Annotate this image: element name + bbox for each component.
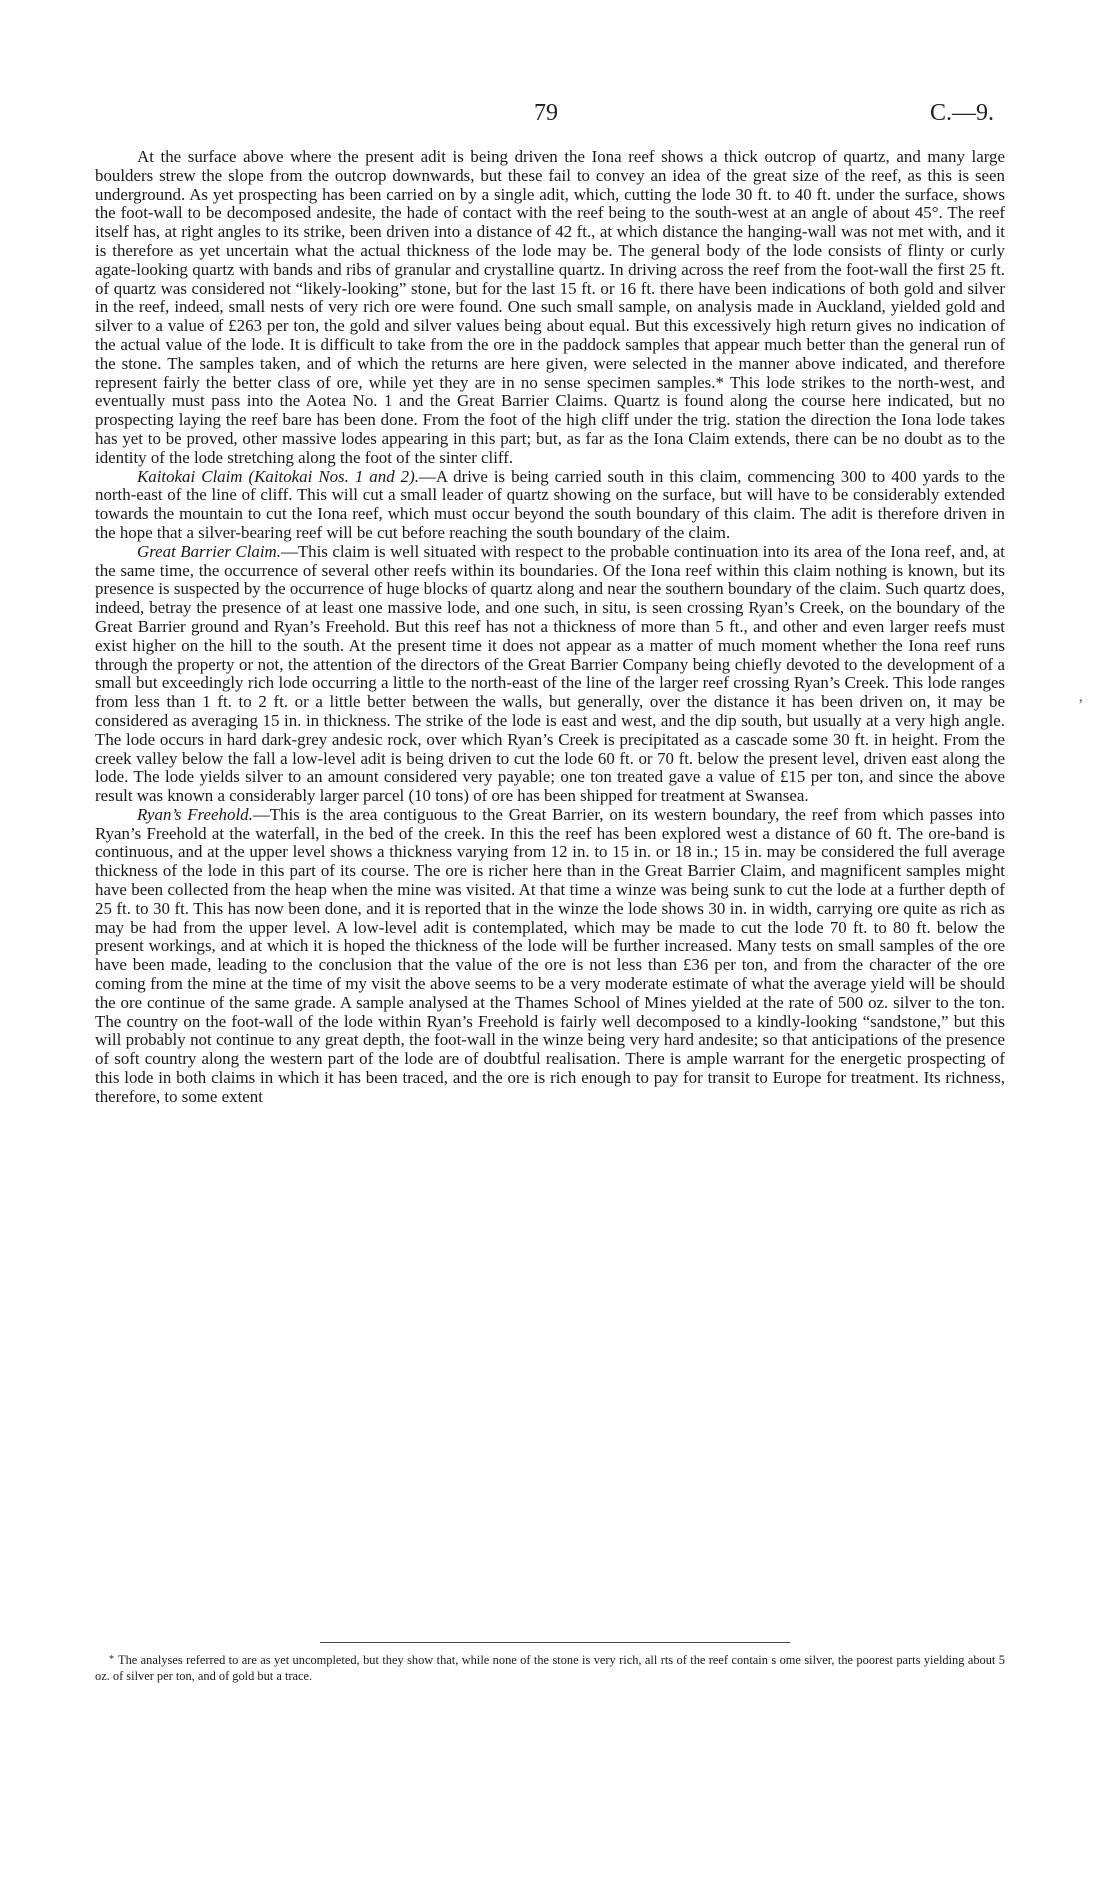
paragraph-heading: Great Barrier Claim. [137, 541, 281, 561]
paragraph-text: —This is the area contiguous to the Great Barrier, on its western boundary, the reef from which passes into Ryan’s Freehold at the waterfall, in the bed of the creek. In this the reef has been explored west a distance of 60 ft. The ore-band is continuous, and at the upper level shows a thickness varying from 12 in. to 15 in. or 18 in.; 15 in. may be considered the full average thickness of the lode in this part of its course. The ore is richer here than in the Great Barrier Claim, and magnificent samples might have been collected from the heap when the mine was visited. At that time a winze was being sunk to cut the lode at a further depth of 25 ft. to 30 ft. This has now been done, and it is reported that in the winze the lode shows 30 in. in width, carrying ore quite as rich as may be had from the upper level. A low-level adit is contemplated, which may be made to cut the lode 70 ft. to 80 ft. below the present workings, and at which it is hoped the thickness of the lode will be further increased. Many tests on small samples of the ore have been made, leading to the conclusion that the value of the ore is not less than £36 per ton, and from the character of the ore coming from the mine at the time of my visit the above seems to be a very moderate estimate of what the average yield will be should the ore continue of the same grade. A sample analysed at the Thames School of Mines yielded at the rate of 500 oz. silver to the ton. The country on the foot-wall of the lode within Ryan’s Freehold is fairly well decomposed to a kindly-looking “sandstone,” but this will probably not continue to any great depth, the foot-wall in the winze being very hard andesite; so that anticipations of the presence of soft country along the western part of the lode are of doubtful realisation. There is ample warrant for the energetic prospecting of this lode in both claims in which it has been traced, and the ore is rich enough to pay for transit to Europe for treatment. Its richness, therefore, to some extent [95, 804, 1005, 1106]
paragraph-text: —A drive is being carried south in this claim, commencing 300 to 400 yards to the north-east of the line of cliff. This will cut a small leader of quartz showing on the surface, but will have to be considerably extended towards the mountain to cut the Iona reef, which must occur beyond the south boundary of this claim. The adit is therefore driven in the hope that a silver-bearing reef will be cut before reaching the south boundary of the claim. [95, 466, 1005, 542]
footnote-divider [320, 1642, 790, 1643]
paragraph [95, 148, 1005, 468]
paragraph-text: At the surface above where the present adit is being driven the Iona reef shows a thick outcrop of quartz, and many large boulders strew the slope from the outcrop downwards, but these fail to convey an idea of the great size of the reef, as this is seen underground. As yet prospecting has been carried on by a single adit, which, cutting the lode 30 ft. to 40 ft. under the surface, shows the foot-wall to be decomposed andesite, the hade of contact with the reef being to the south-west at an angle of about 45°. The reef itself has, at right angles to its strike, been driven into a distance of 42 ft., at which distance the hanging-wall was not met with, and it is therefore as yet uncertain what the actual thickness of the lode may be. The general body of the lode consists of flinty or curly agate-looking quartz with bands and ribs of granular and crystalline quartz. In driving across the reef from the foot-wall the first 25 ft. of quartz was considered not “likely-looking” stone, but for the last 15 ft. or 16 ft. there have been indications of both gold and silver in the reef, indeed, small nests of very rich ore were found. One such small sample, on analysis made in Auckland, yielded gold and silver to a value of £263 per ton, the gold and silver values being about equal. But this excessively high return gives no indication of the actual value of the lode. It is difficult to take from the ore in the paddock samples that appear much better than the general run of the stone. The samples taken, and of which the returns are here given, were selected in the manner above indicated, and therefore represent fairly the better class of ore, while yet they are in no sense specimen samples.* This lode strikes to the north-west, and eventually must pass into the Aotea No. 1 and the Great Barrier Claims. Quartz is found along the course here indicated, but no prospecting laying the reef bare has been done. From the foot of the high cliff under the trig. station the direction the Iona lode takes has yet to be proved, other massive lodes appearing in this part; but, as far as the Iona Claim extends, there can be no doubt as to the identity of the lode stretching along the foot of the sinter cliff. [95, 147, 1005, 467]
footnote-text: The analyses referred to are as yet uncompleted, but they show that, while none of the stone is very rich, all rts of the reef contain s ome silver, the poorest parts yielding about 5 oz. of silver per ton, and of gold but a trace. [95, 1653, 1005, 1683]
margin-mark: ‚ [1078, 688, 1084, 705]
paragraph-text: —This claim is well situated with respect to the probable continuation into its area of the Iona reef, and, at the same time, the occurrence of several other reefs within its boundaries. Of the Iona reef within this claim nothing is known, but its presence is suspected by the occurrence of huge blocks of quartz along and near the southern boundary of the claim. Such quartz does, indeed, betray the presence of at least one massive lode, and one such, in situ, is seen crossing Ryan’s Creek, on the boundary of the Great Barrier ground and Ryan’s Freehold. But this reef has not a thickness of more than 5 ft., and other and even larger reefs must exist higher on the hill to the south. At the present time it does not appear as a matter of much moment whether the Iona reef runs through the property or not, the attention of the directors of the Great Barrier Company being chiefly devoted to the development of a small but exceedingly rich lode occurring a little to the north-east of the line of the larger reef crossing Ryan’s Creek. This lode ranges from less than 1 ft. to 2 ft. or a little better between the walls, but generally, over the distance it has been driven on, it may be considered as averaging 15 in. in thickness. The strike of the lode is east and west, and the dip south, but usually at a very high angle. The lode occurs in hard dark-grey andesic rock, over which Ryan’s Creek is precipitated as a cascade some 30 ft. in height. From the creek valley below the fall a low-level adit is being driven to cut the lode 60 ft. or 70 ft. below the present level, driven east along the lode. The lode yields silver to an amount considered very payable; one ton treated gave a value of £15 per ton, and since the above result was known a considerably larger parcel (10 tons) of ore has been shipped for treatment at Swansea. [95, 541, 1005, 806]
document-reference: C.—9. [930, 100, 995, 126]
paragraph [95, 468, 1005, 543]
footnote-paragraph [95, 1652, 1005, 1684]
paragraph [95, 543, 1005, 806]
paragraph-heading: Kaitokai Claim (Kaitokai Nos. 1 and 2). [137, 466, 419, 486]
body-text [95, 148, 1005, 1107]
footnote [95, 1652, 1005, 1684]
paragraph-heading: Ryan’s Freehold. [137, 804, 253, 824]
footnote-marker: * [109, 1654, 114, 1665]
page-number: 79 [534, 100, 558, 126]
paragraph [95, 806, 1005, 1107]
